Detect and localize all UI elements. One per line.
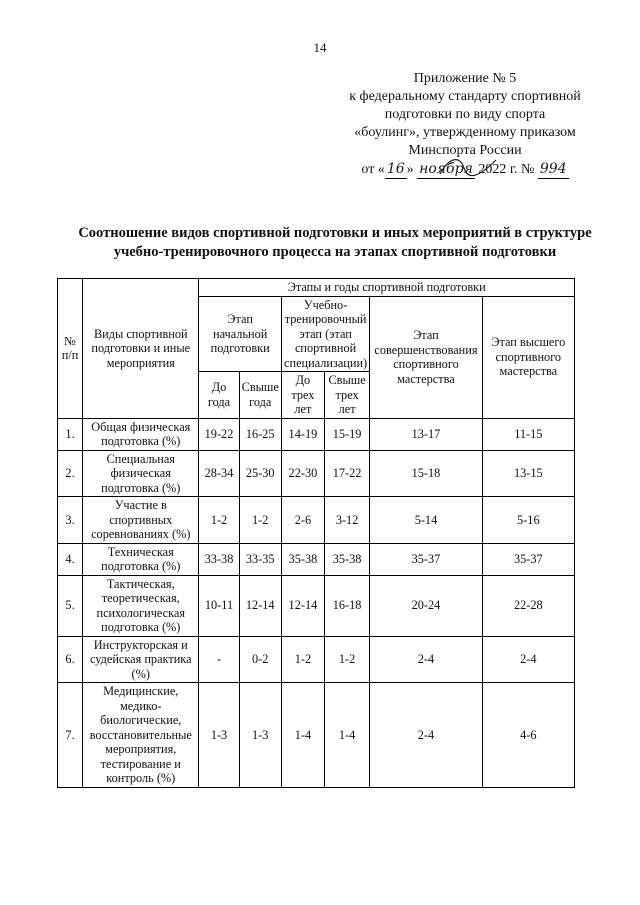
cell-value: 0-2 [239, 636, 281, 683]
row-kind: Тактическая, теоретическая, психологическая подготовка (%) [83, 575, 199, 636]
cell-value: 33-38 [199, 543, 239, 575]
document-title [40, 224, 630, 262]
cell-value: 13-17 [370, 418, 482, 450]
cell-value: 2-4 [370, 683, 482, 788]
cell-value: 2-4 [370, 636, 482, 683]
cell-value: 13-15 [482, 450, 574, 497]
cell-value: 1-2 [324, 636, 369, 683]
appendix-line-1: Приложение № 5 [413, 71, 517, 86]
cell-value: 28-34 [199, 450, 239, 497]
cell-value: 2-4 [482, 636, 574, 683]
cell-value: 2-6 [281, 497, 324, 544]
cell-value: 35-37 [370, 543, 482, 575]
date-day: 16 [386, 161, 405, 177]
header-upto-3-years: До трех лет [281, 372, 324, 419]
header-upto-year: До года [199, 372, 239, 419]
cell-value: 35-38 [324, 543, 369, 575]
cell-value: 14-19 [281, 418, 324, 450]
cell-value: 3-12 [324, 497, 369, 544]
table-row [58, 418, 575, 450]
table-row [58, 543, 575, 575]
row-num: 6. [58, 636, 83, 683]
cell-value: 5-16 [482, 497, 574, 544]
cell-value: 1-4 [324, 683, 369, 788]
cell-value: 1-2 [199, 497, 239, 544]
row-kind: Общая физическая подготовка (%) [83, 418, 199, 450]
order-date-line [320, 160, 610, 179]
cell-value: 19-22 [199, 418, 239, 450]
row-num: 2. [58, 450, 83, 497]
cell-value: 20-24 [370, 575, 482, 636]
cell-value: 35-37 [482, 543, 574, 575]
row-num: 4. [58, 543, 83, 575]
header-stages: Этапы и годы спортивной подготовки [199, 279, 575, 297]
order-number: 994 [539, 161, 567, 177]
cell-value: 33-35 [239, 543, 281, 575]
row-kind: Инструкторская и судейская практика (%) [83, 636, 199, 683]
header-over-3-years: Свыше трех лет [324, 372, 369, 419]
cell-value: 15-18 [370, 450, 482, 497]
row-num: 5. [58, 575, 83, 636]
row-num: 3. [58, 497, 83, 544]
row-kind: Участие в спортивных соревнованиях (%) [83, 497, 199, 544]
ratio-table [57, 278, 575, 788]
title-line-2: учебно-тренировочного процесса на этапах спортивной подготовки [113, 244, 557, 260]
cell-value: 22-28 [482, 575, 574, 636]
row-kind: Техническая подготовка (%) [83, 543, 199, 575]
cell-value: 15-19 [324, 418, 369, 450]
cell-value: 1-2 [281, 636, 324, 683]
date-year: 2022 г. № [478, 162, 535, 177]
appendix-line-5: Минспорта России [408, 143, 522, 158]
cell-value: - [199, 636, 239, 683]
title-line-1: Соотношение видов спортивной подготовки и иных мероприятий в структуре [78, 225, 592, 241]
row-num: 7. [58, 683, 83, 788]
header-over-year: Свыше года [239, 372, 281, 419]
header-initial-stage: Этап начальной подготовки [199, 296, 281, 372]
appendix-line-3: подготовки по виду спорта [384, 107, 546, 122]
appendix-line-4: «боулинг», утвержденному приказом [354, 125, 576, 140]
cell-value: 17-22 [324, 450, 369, 497]
cell-value: 12-14 [239, 575, 281, 636]
header-improvement-stage: Этап совершенствования спортивного мастерства [370, 296, 482, 418]
cell-value: 25-30 [239, 450, 281, 497]
cell-value: 22-30 [281, 450, 324, 497]
cell-value: 1-4 [281, 683, 324, 788]
header-training-stage: Учебно-тренировочный этап (этап спортивной специализации) [281, 296, 369, 372]
cell-value: 1-2 [239, 497, 281, 544]
cell-value: 16-18 [324, 575, 369, 636]
date-prefix: от « [361, 162, 385, 177]
cell-value: 11-15 [482, 418, 574, 450]
appendix-block [320, 70, 610, 179]
cell-value: 4-6 [482, 683, 574, 788]
table-row [58, 636, 575, 683]
row-kind: Специальная физическая подготовка (%) [83, 450, 199, 497]
cell-value: 35-38 [281, 543, 324, 575]
appendix-line-2: к федеральному стандарту спортивной [349, 89, 581, 104]
cell-value: 5-14 [370, 497, 482, 544]
date-month: ноября [419, 161, 473, 177]
table-row [58, 450, 575, 497]
signature-mark [438, 154, 498, 180]
cell-value: 12-14 [281, 575, 324, 636]
row-kind: Медицинские, медико-биологические, восстановительные мероприятия, тестирование и контроль (%) [83, 683, 199, 788]
table-row [58, 575, 575, 636]
header-num: № п/п [58, 279, 83, 419]
cell-value: 1-3 [239, 683, 281, 788]
table-row [58, 683, 575, 788]
row-num: 1. [58, 418, 83, 450]
date-quote: » [406, 162, 414, 177]
header-highest-stage: Этап высшего спортивного мастерства [482, 296, 574, 418]
page-number: 14 [313, 40, 327, 55]
cell-value: 10-11 [199, 575, 239, 636]
cell-value: 1-3 [199, 683, 239, 788]
table-row [58, 497, 575, 544]
cell-value: 16-25 [239, 418, 281, 450]
header-kind: Виды спортивной подготовки и иные мероприятия [83, 279, 199, 419]
